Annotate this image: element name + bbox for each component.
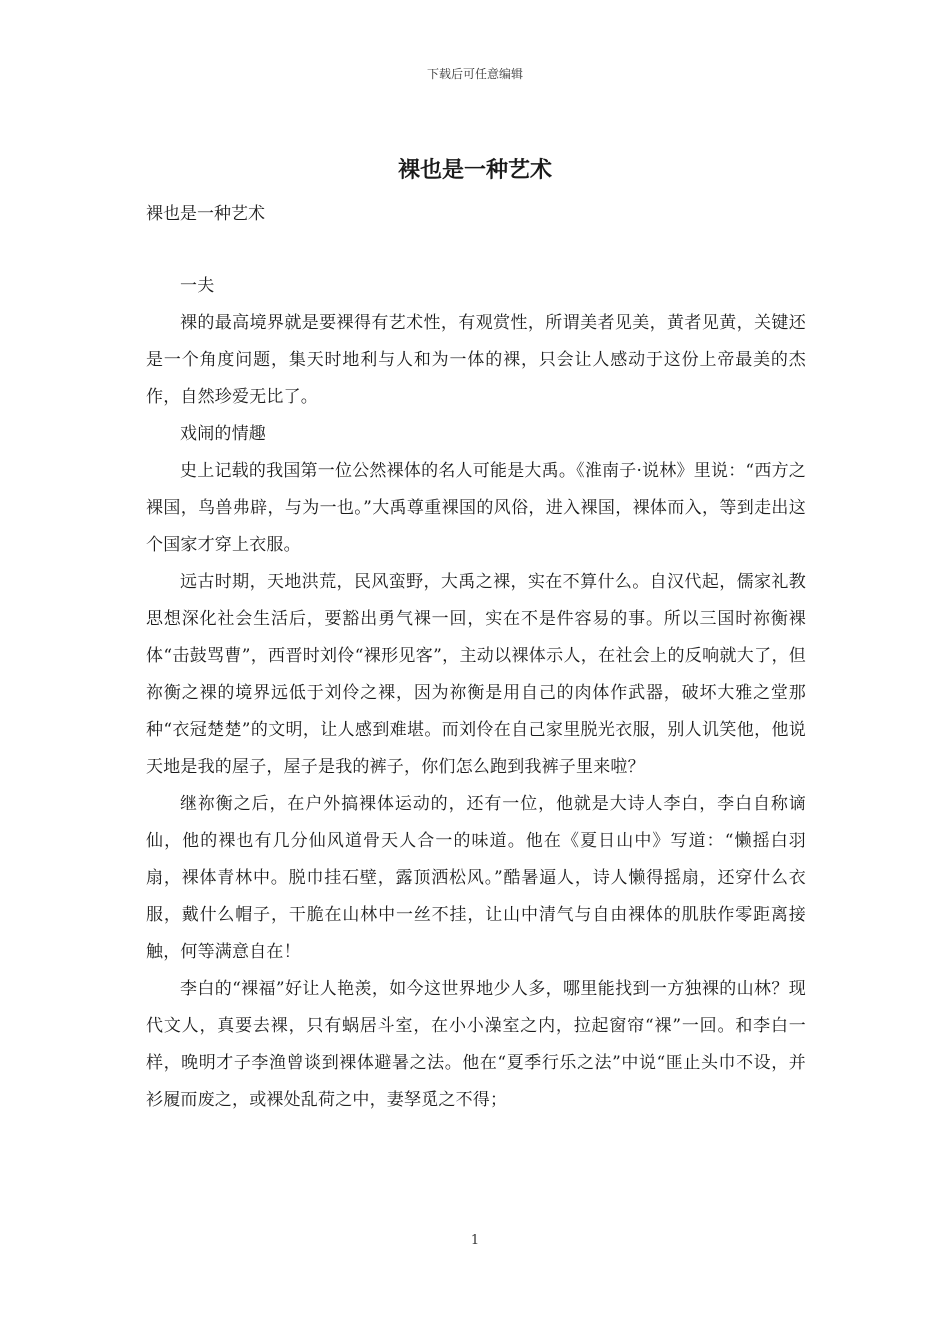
subtitle: 裸也是一种艺术 xyxy=(146,204,265,224)
paragraph: 裸的最高境界就是要裸得有艺术性，有观赏性，所谓美者见美，黄者见黄，关键还是一个角度问题，集天时地利与人和为一体的裸，只会让人感动于这份上帝最美的杰作，自然珍爱无比了。 xyxy=(146,313,806,407)
paragraph: 李白的“裸福”好让人艳羡，如今这世界地少人多，哪里能找到一方独裸的山林？现代文人，真要去裸，只有蜗居斗室，在小小澡室之内，拉起窗帘“裸”一回。和李白一样，晚明才子李渔曾谈到裸体避暑之法。他在“夏季行乐之法”中说“匪止头巾不设，并衫履而废之，或裸处乱荷之中，妻孥觅之不得； xyxy=(146,979,806,1110)
section-heading: 戏闹的情趣 xyxy=(180,424,266,444)
page-number: 1 xyxy=(470,1233,480,1248)
document-body xyxy=(146,196,806,1119)
document-title: 裸也是一种艺术 xyxy=(397,157,552,183)
paragraph: 史上记载的我国第一位公然裸体的名人可能是大禹。《淮南子·说林》里说：“西方之裸国，鸟兽弗辟，与为一也。”大禹尊重裸国的风俗，进入裸国，裸体而入，等到走出这个国家才穿上衣服。 xyxy=(146,461,806,555)
blank-line xyxy=(146,232,806,268)
author-line: 一夫 xyxy=(180,276,215,296)
header-note: 下载后可任意编辑 xyxy=(426,67,523,81)
paragraph: 远古时期，天地洪荒，民风蛮野，大禹之裸，实在不算什么。自汉代起，儒家礼教思想深化社会生活后，要豁出勇气裸一回，实在不是件容易的事。所以三国时祢衡裸体“击鼓骂曹”，西晋时刘伶“裸形见客”，主动以裸体示人，在社会上的反响就大了，但祢衡之裸的境界远低于刘伶之裸，因为祢衡是用自己的肉体作武器，破坏大雅之堂那种“衣冠楚楚”的文明，让人感到难堪。而刘伶在自己家里脱光衣服，别人讥笑他，他说天地是我的屋子，屋子是我的裤子，你们怎么跑到我裤子里来啦？ xyxy=(146,572,806,777)
paragraph: 继祢衡之后，在户外搞裸体运动的，还有一位，他就是大诗人李白，李白自称谪仙，他的裸也有几分仙风道骨天人合一的味道。他在《夏日山中》写道：“懒摇白羽扇，裸体青林中。脱巾挂石壁，露顶洒松风。”酷暑逼人，诗人懒得摇扇，还穿什么衣服，戴什么帽子，干脆在山林中一丝不挂，让山中清气与自由裸体的肌肤作零距离接触，何等满意自在！ xyxy=(146,794,806,962)
